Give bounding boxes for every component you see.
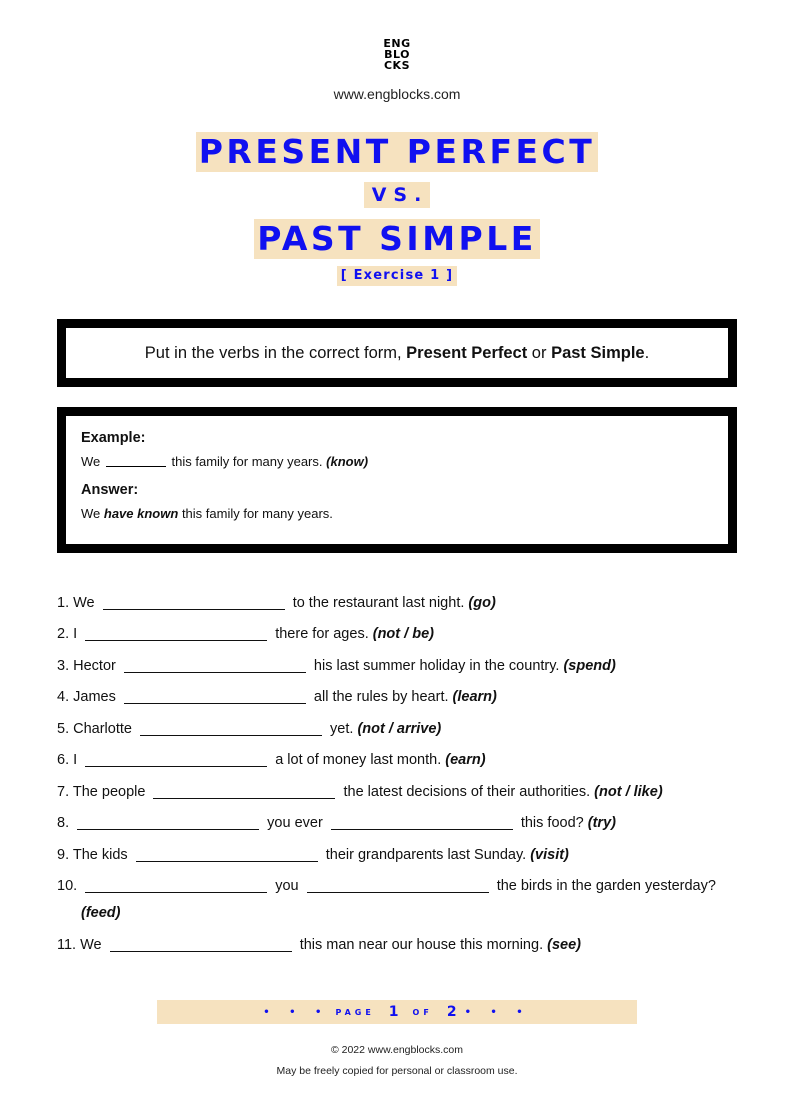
answer-blank-3[interactable] [124, 658, 306, 673]
title-line-1-wrap [0, 132, 794, 172]
logo [0, 38, 794, 71]
pager-dots-left: • • • [263, 1006, 330, 1018]
exercise-item-3: 3. Hector his last summer holiday in the country. (spend) [57, 658, 616, 674]
title-line-3-wrap [0, 219, 794, 259]
example-hint: (know) [326, 454, 369, 469]
verb-hint-10: (feed) [81, 905, 121, 921]
verb-hint-8: (try) [587, 815, 616, 831]
answer-blank-6[interactable] [85, 752, 267, 767]
answer-label: Answer: [81, 482, 139, 498]
exercise-subtitle: [ Exercise 1 ] [337, 266, 458, 286]
verb-hint-11: (see) [547, 937, 581, 953]
site-url[interactable]: www.engblocks.com [333, 86, 461, 102]
pager-current-page: 1 [388, 1004, 399, 1020]
title-line-2-wrap [0, 182, 794, 208]
answer-sentence: We have known this family for many years. [81, 506, 333, 521]
answer-blank-7[interactable] [153, 784, 335, 799]
verb-hint-5: (not / arrive) [357, 721, 442, 737]
answer-blank-5[interactable] [140, 721, 322, 736]
answer-blank-2[interactable] [85, 626, 267, 641]
exercise-item-11: 11. We this man near our house this morning. (see) [57, 937, 581, 953]
title-line-3: PAST SIMPLE [254, 219, 540, 259]
title-line-2: VS. [364, 182, 431, 208]
answer-blank-4[interactable] [124, 689, 306, 704]
verb-hint-6: (earn) [445, 752, 486, 768]
answer-blank-9[interactable] [136, 847, 318, 862]
example-label: Example: [81, 430, 146, 446]
answer-verb: have known [103, 506, 179, 521]
pager-page-word: PAGE [335, 1007, 375, 1017]
example-sentence: We this family for many years. (know) [81, 454, 369, 469]
logo-line-2: BLO [384, 48, 410, 61]
exercise-item-10-hint-line [81, 903, 120, 923]
copyright-text: © 2022 www.engblocks.com [330, 1044, 464, 1056]
page-indicator [157, 1000, 637, 1024]
instruction-text: Put in the verbs in the correct form, Present Perfect or Past Simple. [144, 343, 650, 362]
verb-hint-3: (spend) [563, 658, 616, 674]
exercise-item-10: 10. you the birds in the garden yesterday? [57, 878, 716, 894]
instruction-box [57, 319, 737, 387]
logo-line-1: ENG [383, 37, 411, 50]
title-line-1: PRESENT PERFECT [196, 132, 599, 172]
pager-dots-right: • • • [464, 1006, 531, 1018]
license-text: May be freely copied for personal or classroom use. [276, 1065, 518, 1077]
instruction-term-2: Past Simple [551, 343, 645, 362]
instruction-term-1: Present Perfect [406, 343, 528, 362]
verb-hint-1: (go) [468, 595, 496, 611]
verb-hint-9: (visit) [530, 847, 569, 863]
answer-blank-11[interactable] [110, 937, 292, 952]
exercise-item-4: 4. James all the rules by heart. (learn) [57, 689, 497, 705]
pager-total-pages: 2 [446, 1004, 457, 1020]
example-box [57, 407, 737, 553]
example-blank [106, 466, 166, 467]
pager-of-word: OF [412, 1007, 433, 1017]
exercise-item-1: 1. We to the restaurant last night. (go) [57, 595, 496, 611]
subtitle-wrap [0, 266, 794, 286]
exercise-item-9: 9. The kids their grandparents last Sunday. (visit) [57, 847, 569, 863]
answer-blank-10a[interactable] [85, 878, 267, 893]
answer-blank-1[interactable] [103, 595, 285, 610]
exercise-item-8: 8. you ever this food? (try) [57, 815, 616, 831]
exercise-item-5: 5. Charlotte yet. (not / arrive) [57, 721, 442, 737]
logo-line-3: CKS [383, 59, 411, 72]
exercise-item-7: 7. The people the latest decisions of their authorities. (not / like) [57, 784, 663, 800]
verb-hint-7: (not / like) [594, 784, 663, 800]
answer-blank-8a[interactable] [77, 815, 259, 830]
exercise-item-2: 2. I there for ages. (not / be) [57, 626, 434, 642]
answer-blank-10b[interactable] [307, 878, 489, 893]
verb-hint-4: (learn) [452, 689, 497, 705]
verb-hint-2: (not / be) [372, 626, 434, 642]
exercise-item-6: 6. I a lot of money last month. (earn) [57, 752, 486, 768]
answer-blank-8b[interactable] [331, 815, 513, 830]
